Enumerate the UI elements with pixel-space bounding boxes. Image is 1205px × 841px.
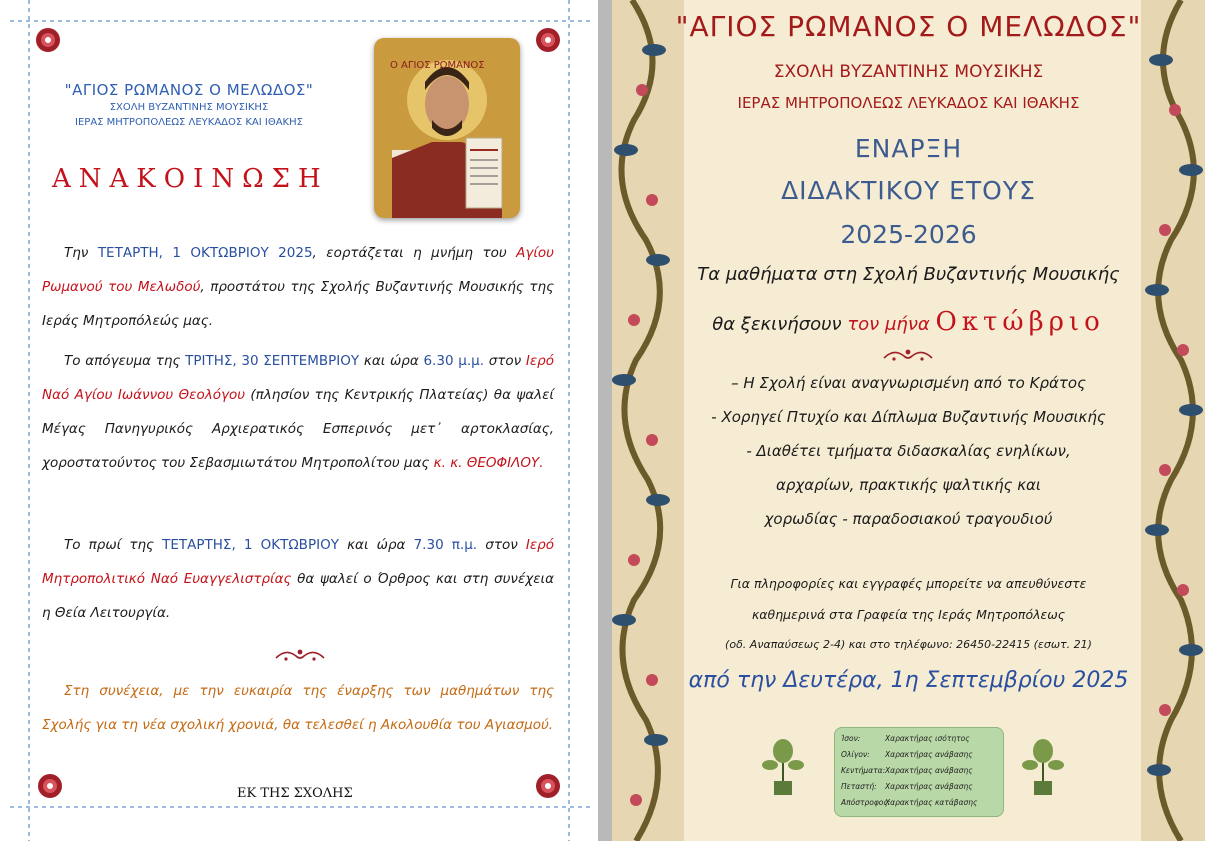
school-subtitle: ΣΧΟΛΗ ΒΥΖΑΝΤΙΝΗΣ ΜΟΥΣΙΚΗΣ: [109, 102, 269, 113]
paragraph-feast: Την ΤΕΤΑΡΤΗ, 1 ΟΚΤΩΒΡΙΟΥ 2025, εορτάζεται η μνήμη του Αγίου Ρωμανού του Μελωδού, προστάτου της Σχολής Βυζαντινής Μουσικής της Ιεράς Μητροπόλεώς μας.: [42, 245, 554, 329]
legend-row: Απόστροφος:Χαρακτήρας κατάβασης: [841, 798, 978, 807]
school-name: "ΑΓΙΟΣ ΡΩΜΑΝΟΣ Ο ΜΕΛΩΔΟΣ": [64, 81, 314, 99]
legend-row: Πεταστή: Χαρακτήρας ανάβασης: [841, 782, 973, 791]
flower-ornament-bottom-right: [534, 772, 562, 800]
poster-title: "ΑΓΙΟΣ ΡΩΜΑΝΟΣ Ο ΜΕΛΩΔΟΣ": [675, 10, 1142, 43]
info-line-1: Για πληροφορίες και εγγραφές μπορείτε να απευθύνεστε: [730, 576, 1087, 591]
registration-date: από την Δευτέρα, 1η Σεπτεμβρίου 2025: [688, 668, 1129, 693]
paragraph-liturgy: Το πρωί της ΤΕΤΑΡΤΗΣ, 1 ΟΚΤΩΒΡΙΟΥ και ώρα 7.30 π.μ. στον Ιερό Μητροπολιτικό Ναό Ευαγγελιστρίας θα ψαλεί ο Όρθρος και στη συνέχεια η Θεία Λειτουργία.: [42, 537, 555, 621]
heading-years: 2025-2026: [840, 220, 977, 249]
announcement-title: ΑΝΑΚΟΙΝΩΣΗ: [52, 164, 329, 194]
lessons-line-1: Τα μαθήματα στη Σχολή Βυζαντινής Μουσικής: [697, 264, 1120, 285]
flower-ornament-top-right: [534, 26, 562, 54]
poster-divider-ornament: [880, 346, 936, 364]
paragraph-blessing: Στη συνέχεια, με την ευκαιρία της έναρξης των μαθημάτων της Σχολής για τη νέα σχολική χρονιά, θα τελεσθεί η Ακολουθία του Αγιασμού.: [42, 683, 554, 733]
border-line-left: [28, 0, 30, 841]
legend-row: Ολίγον: Χαρακτήρας ανάβασης: [841, 750, 973, 759]
info-line-3: (οδ. Αναπαύσεως 2-4) και στο τηλέφωνο: 26450-22415 (εσωτ. 21): [725, 638, 1092, 651]
saint-romanos-icon: [374, 38, 520, 218]
school-poster-panel: [612, 0, 1205, 841]
metropolis-name: ΙΕΡΑΣ ΜΗΤΡΟΠΟΛΕΩΣ ΛΕΥΚΑΔΟΣ ΚΑΙ ΙΘΑΚΗΣ: [75, 117, 303, 128]
heading-start: ΕΝΑΡΞΗ: [854, 134, 963, 163]
signature: ΕΚ ΤΗΣ ΣΧΟΛΗΣ: [237, 786, 353, 801]
border-line-top: [10, 20, 590, 22]
info-line-2: καθημερινά στα Γραφεία της Ιεράς Μητροπόλεως: [751, 607, 1066, 622]
border-line-right: [568, 0, 570, 841]
lessons-line-2: θα ξεκινήσουν τον μήνα Οκτώβριο: [712, 307, 1105, 337]
feature-recognized: – Η Σχολή είναι αναγνωρισμένη από το Κράτος: [731, 374, 1086, 392]
feature-classes-cont: αρχαρίων, πρακτικής ψαλτικής και: [775, 476, 1042, 494]
heading-academic-year: ΔΙΔΑΚΤΙΚΟΥ ΕΤΟΥΣ: [781, 176, 1036, 205]
plant-ornament-right: [1020, 735, 1066, 799]
panel-divider: [598, 0, 612, 841]
poster-metropolis: ΙΕΡΑΣ ΜΗΤΡΟΠΟΛΕΩΣ ΛΕΥΚΑΔΟΣ ΚΑΙ ΙΘΑΚΗΣ: [737, 94, 1080, 112]
icon-caption: Ο ΑΓΙΟΣ ΡΩΜΑΝΟΣ: [390, 60, 485, 71]
legend-row: Ίσον: Χαρακτήρας ισότητος: [841, 734, 970, 743]
feature-diploma: - Χορηγεί Πτυχίο και Δίπλωμα Βυζαντινής Μουσικής: [711, 408, 1106, 426]
neume-legend: [834, 727, 1004, 817]
poster-school: ΣΧΟΛΗ ΒΥΖΑΝΤΙΝΗΣ ΜΟΥΣΙΚΗΣ: [773, 62, 1044, 82]
flower-ornament-top-left: [34, 26, 62, 54]
paragraph-vespers: Το απόγευμα της ΤΡΙΤΗΣ, 30 ΣΕΠΤΕΜΒΡΙΟΥ και ώρα 6.30 μ.μ. στον Ιερό Ναό Αγίου Ιωάννου Θεολόγου (πλησίον της Κεντρικής Πλατείας) θα ψαλεί Μέγας Πανηγυρικός Αρχιερατικός Εσπερινός μετ᾽ αρτοκλασίας, χοροστατούντος του Σεβασμιωτάτου Μητροπολίτου μας κ. κ. ΘΕΟΦΙΛΟΥ.: [42, 353, 554, 471]
feature-classes: - Διαθέτει τμήματα διδασκαλίας ενηλίκων,: [746, 442, 1071, 460]
divider-ornament: [272, 646, 328, 664]
border-line-bottom: [10, 806, 590, 808]
feature-choir: χορωδίας - παραδοσιακού τραγουδιού: [764, 510, 1053, 528]
announcement-panel: [0, 0, 598, 841]
legend-row: Κεντήματα:Χαρακτήρας ανάβασης: [841, 766, 973, 775]
flower-ornament-bottom-left: [36, 772, 64, 800]
plant-ornament-left: [760, 735, 806, 799]
saint-icon-image: [374, 38, 520, 218]
